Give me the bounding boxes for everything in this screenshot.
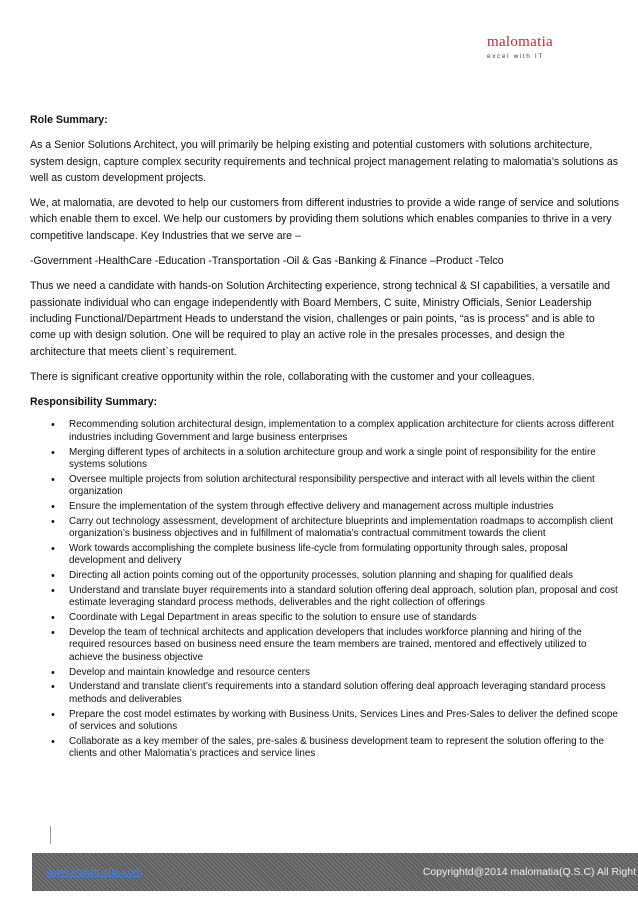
document-body bbox=[30, 112, 620, 763]
list-item: • Collaborate as a key member of the sales, pre-sales & business development team to represent the solution offering to the clients and other Malomatia’s practices and service lines bbox=[30, 736, 620, 761]
logo-tagline: excel with IT bbox=[486, 53, 544, 60]
list-item: • Directing all action points coming out of the opportunity processes, solution planning and shaping for qualified deals bbox=[30, 570, 620, 582]
role-summary-paragraph-3: Thus we need a candidate with hands-on Solution Architecting experience, strong technical & SI capabilities, a versatile and passionate individual who can engage independently with Board Members, C suite, Ministry Officials, Senior Leadership including Functional/Department Heads to understand the vision, challenges or pain points, “as is process” and is able to come up with design solution. One will be required to play an active role in the presales processes, and design the architecture that meets client`s requirement. bbox=[30, 280, 611, 358]
list-item: • Understand and translate buyer requirements into a standard solution offering deal approach, solution plan, proposal and cost estimate leveraging standard process methods, deliverables and the right collection of offerings bbox=[30, 585, 620, 610]
role-summary-paragraph-1: As a Senior Solutions Architect, you will primarily be helping existing and potential customers with solutions architecture, system design, capture complex security requirements and technical project management relating to malomatia’s solutions as well as custom development projects. bbox=[30, 139, 619, 184]
responsibility-summary-heading: Responsibility Summary: bbox=[30, 396, 158, 409]
role-summary-paragraph-2: We, at malomatia, are devoted to help our customers from different industries to provide a wide range of service and solutions which enable them to excel. We help our customers by providing them solutions which enables companies to thrive in a very competitive landscape. Key Industries that we serve are – bbox=[30, 197, 620, 242]
industries-list: -Government -HealthCare -Education -Transportation -Oil & Gas -Banking & Finance –Product -Telco bbox=[30, 255, 504, 268]
list-item: • Ensure the implementation of the system through effective delivery and management across multiple industries bbox=[30, 501, 620, 513]
list-item: • Coordinate with Legal Department in areas specific to the solution to ensure use of standards bbox=[30, 612, 620, 624]
list-item: • Develop the team of technical architects and application developers that includes workforce planning and hiring of the required resources based on business need ensure the team members are trained, mentored and effectively utilized to achieve the business objective bbox=[30, 627, 620, 664]
role-summary-heading: Role Summary: bbox=[30, 114, 108, 126]
copyright-text: Copyrightd@2014 malomatia(Q.S.C) All Right bbox=[422, 866, 636, 878]
company-logo bbox=[487, 34, 553, 60]
margin-divider bbox=[50, 826, 51, 844]
list-item: • Carry out technology assessment, development of architecture blueprints and implementation roadmaps to accomplish client organization’s business objectives and in fulfillment of malomatia’s contractual commitment towards the client bbox=[30, 516, 620, 541]
list-item: • Develop and maintain knowledge and resource centers bbox=[30, 667, 620, 679]
list-item: • Work towards accomplishing the complete business life-cycle from formulating opportunity through sales, proposal development and delivery bbox=[30, 543, 620, 568]
page-footer bbox=[32, 853, 638, 891]
list-item: • Prepare the cost model estimates by working with Business Units, Services Lines and Pres-Sales to deliver the defined scope of services and solutions bbox=[30, 709, 620, 734]
logo-name: malomatia bbox=[486, 34, 553, 50]
list-item: • Oversee multiple projects from solution architectural responsibility perspective and interact with all levels within the client organization bbox=[30, 474, 620, 499]
list-item: • Understand and translate client’s requirements into a standard solution offering deal approach leveraging standard process methods and deliverables bbox=[30, 681, 620, 706]
list-item: • Merging different types of architects in a solution architecture group and work a single point of responsibility for the entire systems solutions bbox=[30, 447, 620, 472]
role-summary-paragraph-4: There is significant creative opportunity within the role, collaborating with the customer and your colleagues. bbox=[30, 370, 535, 383]
responsibility-list bbox=[30, 419, 620, 760]
website-link[interactable]: www.malomatia.com bbox=[46, 866, 143, 878]
list-item: • Recommending solution architectural design, implementation to a complex application architecture for clients across different industries including Government and large business enterprises bbox=[30, 419, 620, 444]
